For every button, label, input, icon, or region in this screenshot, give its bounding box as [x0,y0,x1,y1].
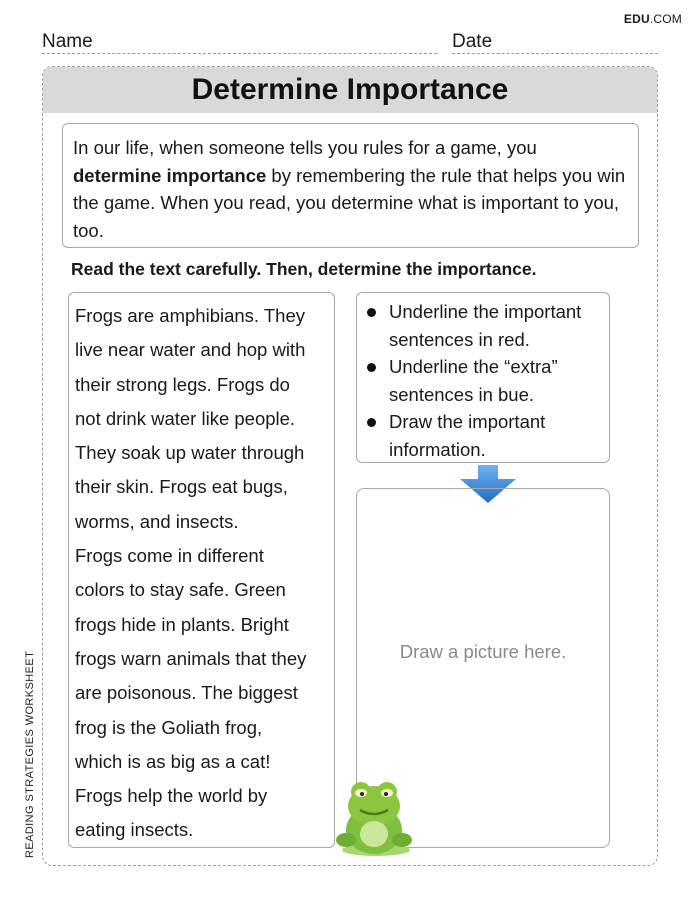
story-line: Frogs help the world by [75,785,268,807]
name-label: Name [42,31,93,52]
task-item [367,353,603,408]
intro-text-after: by remembering the rule that helps you win the game. When you read, you determine what is important to you, too. [73,164,626,241]
bullet-icon [367,363,376,372]
task-line: information. [389,438,486,460]
story-line: are poisonous. The biggest [75,682,298,704]
frog-illustration-icon [328,770,418,858]
story-line: eating insects. [75,819,194,841]
task-line: Underline the “extra” [389,356,558,377]
story-line: colors to stay safe. Green [75,579,286,601]
story-line: Frogs are amphibians. They [75,305,305,326]
draw-hint: Draw a picture here. [399,641,567,662]
story-line: not drink water like people. [75,407,296,429]
page-title: Determine Importance [43,67,657,113]
story-line: their skin. Frogs eat bugs, [75,476,288,498]
story-line: worms, and insects. [75,510,239,532]
instruction: Read the text carefully. Then, determine the importance. [71,259,537,279]
story-line: Frogs come in different [75,545,264,567]
story-line: live near water and hop with [75,339,306,361]
date-field[interactable] [452,30,658,54]
story-box [68,292,335,848]
bullet-icon [367,418,376,427]
brand-logo: EDU.COM [623,12,682,26]
story-line: which is as big as a cat! [75,750,271,772]
task-line: sentences in bue. [389,383,535,405]
intro-text-bold: determine importance [73,164,267,186]
story-line: frog is the Goliath frog, [75,716,263,738]
task-line: sentences in red. [389,328,530,350]
task-item [367,298,603,353]
tasks-box [356,292,610,463]
bullet-icon [367,308,376,317]
story-line: frogs warn animals that they [75,647,307,669]
intro-text-before: In our life, when someone tells you rules for a game, you [73,137,537,158]
intro-box [62,123,639,248]
story-line: They soak up water through [75,442,305,464]
task-item [367,408,603,463]
task-line: Draw the important [389,411,546,432]
task-line: Underline the important [389,301,582,322]
story-line: frogs hide in plants. Bright [75,613,289,635]
side-label: READING STRATEGIES WORKSHEET [24,650,36,858]
date-label: Date [452,31,493,52]
name-field[interactable] [42,30,437,54]
story-line: their strong legs. Frogs do [75,373,290,395]
